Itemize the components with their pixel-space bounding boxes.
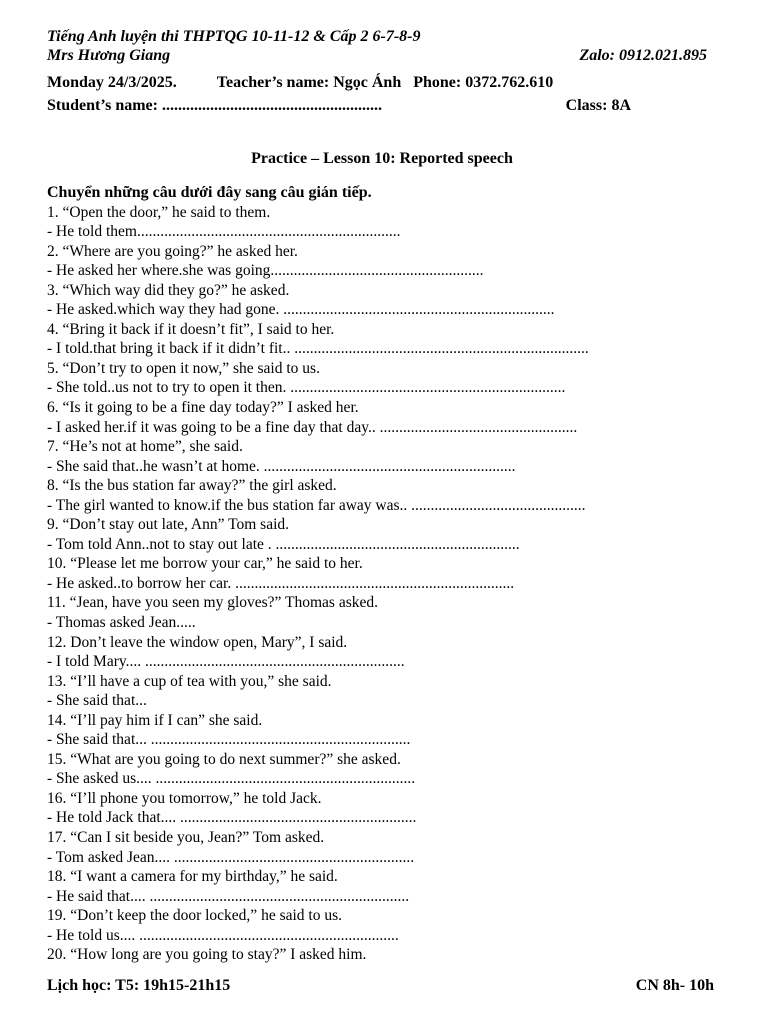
- worksheet-title: Practice – Lesson 10: Reported speech: [251, 150, 513, 167]
- question-line: 13. “I’ll have a cup of tea with you,” she said.: [47, 672, 332, 690]
- answer-line: - He told them....................................................................: [47, 223, 401, 241]
- answer-line: - He asked..to borrow her car. ........................................................................: [47, 574, 515, 592]
- teacher-name: Teacher’s name: Ngọc Ánh: [216, 74, 402, 91]
- answer-line: - She said that... ...................................................................: [47, 731, 411, 749]
- teacher-phone: Phone: 0372.762.610: [413, 74, 554, 91]
- answer-line: - The girl wanted to know.if the bus station far away was.. .............................................: [47, 496, 586, 514]
- answer-line: - She said that..he wasn’t at home. .................................................................: [47, 457, 516, 475]
- question-line: 7. “He’s not at home”, she said.: [47, 438, 243, 456]
- answer-line: - She told..us not to try to open it then. .......................................................................: [47, 379, 566, 397]
- question-line: 15. “What are you going to do next summer?” she asked.: [47, 750, 401, 768]
- brand-row: [47, 46, 717, 65]
- answer-line: - Tom told Ann..not to stay out late . ...............................................................: [47, 535, 520, 553]
- question-line: 14. “I’ll pay him if I can” she said.: [47, 711, 263, 729]
- answer-line: - She asked us.... ...................................................................: [47, 770, 416, 788]
- course-title: Tiếng Anh luyện thi THPTQG 10-11-12 & Cấp 2 6-7-8-9: [47, 28, 421, 45]
- answer-line: - I told Mary.... ...................................................................: [47, 653, 405, 671]
- schedule-weekday: Lịch học: T5: 19h15-21h15: [47, 977, 231, 994]
- worksheet-page: [47, 27, 717, 965]
- student-name-field: Student’s name: .......................................................: [47, 97, 382, 114]
- zalo-contact: Zalo: 0912.021.895: [579, 47, 707, 64]
- question-line: 5. “Don’t try to open it now,” she said to us.: [47, 359, 320, 377]
- question-line: 4. “Bring it back if it doesn’t fit”, I said to her.: [47, 320, 335, 338]
- answer-line: - He told Jack that.... .............................................................: [47, 809, 417, 827]
- teacher-brand: Mrs Hương Giang: [47, 47, 171, 64]
- schedule-footer: [47, 977, 714, 995]
- lesson-date: Monday 24/3/2025.: [47, 74, 177, 91]
- question-line: 20. “How long are you going to stay?” I asked him.: [47, 946, 367, 964]
- class-label: Class: 8A: [565, 97, 631, 114]
- question-line: 8. “Is the bus station far away?” the girl asked.: [47, 477, 337, 495]
- question-line: 17. “Can I sit beside you, Jean?” Tom asked.: [47, 829, 325, 846]
- exercise-list: [47, 203, 717, 965]
- answer-line: - I told.that bring it back if it didn’t fit.. ............................................................................: [47, 340, 589, 358]
- question-line: 12. Don’t leave the window open, Mary”, I said.: [47, 633, 348, 651]
- answer-line: - I asked her.if it was going to be a fine day that day.. ...................................................: [47, 418, 578, 436]
- question-line: 3. “Which way did they go?” he asked.: [47, 281, 290, 299]
- answer-line: - She said that...: [47, 692, 147, 710]
- question-line: 19. “Don’t keep the door locked,” he said to us.: [47, 907, 342, 925]
- question-line: 6. “Is it going to be a fine day today?” I asked her.: [47, 398, 359, 416]
- question-line: 2. “Where are you going?” he asked her.: [47, 242, 298, 260]
- answer-line: - He said that.... ...................................................................: [47, 887, 410, 905]
- info-row: [47, 71, 717, 94]
- answer-line: - He asked her where.she was going.......................................................: [47, 262, 484, 280]
- question-line: 10. “Please let me borrow your car,” he said to her.: [47, 555, 363, 573]
- answer-line: - Thomas asked Jean.....: [47, 613, 196, 631]
- instruction-text: Chuyển những câu dưới đây sang câu gián tiếp.: [47, 184, 372, 201]
- answer-line: - He asked.which way they had gone. ......................................................................: [47, 301, 555, 319]
- schedule-sunday: CN 8h- 10h: [635, 977, 714, 994]
- question-line: 1. “Open the door,” he said to them.: [47, 203, 271, 221]
- answer-line: - He told us.... ...................................................................: [47, 926, 399, 944]
- question-line: 9. “Don’t stay out late, Ann” Tom said.: [47, 516, 290, 534]
- question-line: 16. “I’ll phone you tomorrow,” he told Jack.: [47, 789, 322, 807]
- answer-line: - Tom asked Jean.... ..............................................................: [47, 848, 415, 866]
- student-row: [47, 94, 717, 117]
- question-line: 18. “I want a camera for my birthday,” he said.: [47, 868, 338, 886]
- question-line: 11. “Jean, have you seen my gloves?” Thomas asked.: [47, 594, 379, 612]
